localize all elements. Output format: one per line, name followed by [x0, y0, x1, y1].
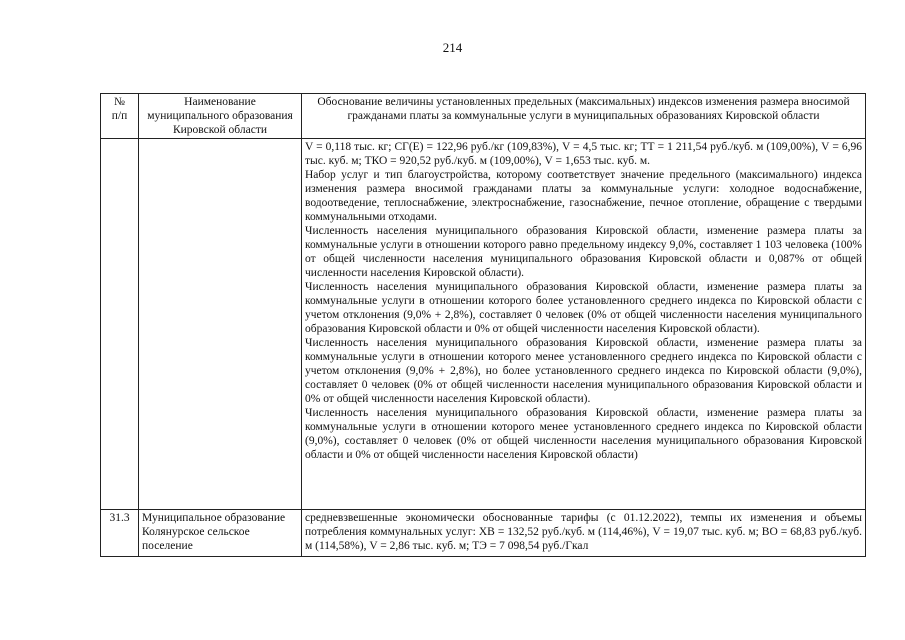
- row-num-cell: [101, 139, 139, 510]
- justification-table: [100, 93, 866, 557]
- paragraph-tariffs: V = 0,118 тыс. кг; СГ(Е) = 122,96 руб./кг (109,83%), V = 4,5 тыс. кг; ТТ = 1 211,54 руб./куб. м (109,00%), V = 6,96 тыс. куб. м; ТКО = 920,52 руб./куб. м (109,00%), V = 1,653 тыс. куб. м.: [305, 141, 862, 167]
- paragraph-services-set: Набор услуг и тип благоустройства, которому соответствует значение предельного (максимального) индекса изменения размера вносимой гражданами платы за коммунальные услуги: холодное водоснабжение, водоотведение, теплоснабжение, электроснабжение, газоснабжение, печное отопление, обращение с твердыми коммунальными отходами.: [305, 169, 862, 223]
- header-municipality: Наименование муниципального образования Кировской области: [139, 94, 302, 139]
- row-name-cell: [139, 139, 302, 510]
- table-row: [101, 139, 866, 510]
- paragraph-tariffs: средневзвешенные экономически обоснованные тарифы (с 01.12.2022), темпы их изменения и объемы потребления коммунальных услуг: ХВ = 132,52 руб./куб. м (114,46%), V = 19,07 тыс. куб. м; ВО = 68,83 руб./куб. м (114,58%), V = 2,86 тыс. куб. м; ТЭ = 7 098,54 руб./Гкал: [305, 512, 862, 552]
- paragraph-population-below: Численность населения муниципального образования Кировской области, изменение размера платы за коммунальные услуги в отношении которого менее установленного среднего индекса по Кировской области (9,0%), составляет 0 человек (0% от общей численности населения муниципального образования Кировской области и 0% от общей численности населения Кировской области): [305, 407, 862, 461]
- row-justification-cell: [302, 139, 866, 510]
- row-name-cell: Муниципальное образование Колянурское сельское поселение: [139, 510, 302, 557]
- paragraph-population-between: Численность населения муниципального образования Кировской области, изменение размера платы за коммунальные услуги в отношении которого менее установленного среднего индекса по Кировской области с учетом отклонения (9,0% + 2,8%), но более установленного среднего индекса по Кировской области (9,0%), составляет 0 человек (0% от общей численности населения муниципального образования Кировской области и 0% от общей численности населения Кировской области).: [305, 337, 862, 405]
- paragraph-population-above: Численность населения муниципального образования Кировской области, изменение размера платы за коммунальные услуги в отношении которого более установленного среднего индекса по Кировской области с учетом отклонения (9,0% + 2,8%), составляет 0 человек (0% от общей численности населения муниципального образования Кировской области и 0% от общей численности населения Кировской области).: [305, 281, 862, 335]
- table-header-row: [101, 94, 866, 139]
- page-number: 214: [442, 40, 463, 55]
- header-justification: Обоснование величины установленных предельных (максимальных) индексов изменения размера вносимой гражданами платы за коммунальные услуги в муниципальных образованиях Кировской области: [302, 94, 866, 139]
- table-row: [101, 510, 866, 557]
- row-justification-cell: [302, 510, 866, 557]
- paragraph-population-equal: Численность населения муниципального образования Кировской области, изменение размера платы за коммунальные услуги в отношении которого равно предельному индексу 9,0%, составляет 1 103 человека (100% от общей численности населения муниципального образования Кировской области и 0,087% от общей численности населения Кировской области).: [305, 225, 862, 279]
- row-num-cell: 31.3: [101, 510, 139, 557]
- header-num: № п/п: [101, 94, 139, 139]
